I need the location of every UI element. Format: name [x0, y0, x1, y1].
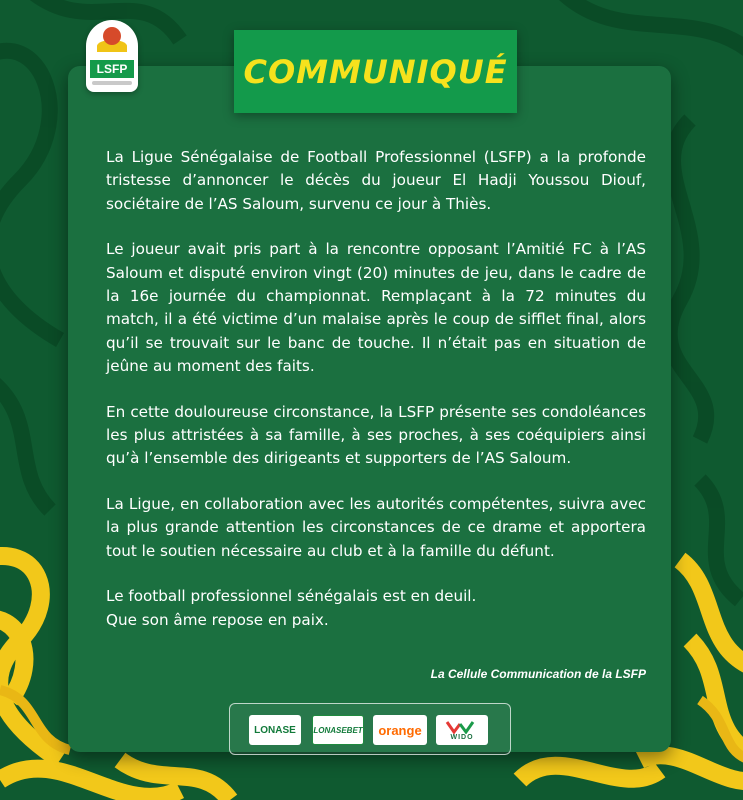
- sponsor-orange-logo: orange: [373, 715, 427, 745]
- sponsor-bar: [229, 703, 511, 755]
- paragraph: En cette douloureuse circonstance, la LSFP présente ses condoléances les plus attristées à sa famille, à ses proches, à ses coéquipiers ainsi qu’à l’ensemble des dirigeants et supporters de l’AS Saloum.: [106, 402, 646, 468]
- logo-subtitle-bar: [92, 81, 132, 85]
- sponsor-wido-logo: [436, 715, 488, 745]
- communique-body: [106, 146, 646, 632]
- title-badge: [234, 30, 517, 113]
- sponsor-lonase-logo: LONASE: [249, 715, 301, 745]
- paragraph: La Ligue Sénégalaise de Football Professionnel (LSFP) a la profonde tristesse d’annoncer le décès du joueur El Hadji Youssou Diouf, sociétaire de l’AS Saloum, survenu ce jour à Thiès.: [106, 148, 646, 213]
- signature: La Cellule Communication de la LSFP: [430, 667, 646, 681]
- sponsor-lonasebet-logo: LONASEBET: [312, 715, 364, 745]
- lsfp-logo: [86, 20, 138, 92]
- closing-paragraph: [106, 585, 646, 632]
- paragraph: La Ligue, en collaboration avec les autorités compétentes, suivra avec la plus grande attention les circonstances de ce drame et apportera tout le soutien nécessaire au club et à la famille du défunt.: [106, 494, 646, 560]
- wido-mark-icon: [445, 720, 479, 734]
- logo-text: LSFP: [90, 60, 134, 78]
- logo-ball-icon: [103, 27, 121, 45]
- closing-line: Que son âme repose en paix.: [106, 610, 329, 629]
- closing-line: Le football professionnel sénégalais est en deuil.: [106, 587, 477, 606]
- sponsor-wido-label: WIDO: [450, 733, 474, 741]
- paragraph: Le joueur avait pris part à la rencontre opposant l’Amitié FC à l’AS Saloum et disputé environ vingt (20) minutes de jeu, dans le cadre de la 16e journée du championnat. Remplaçant à la 72 minutes du match, il a été victime d’un malaise après le coup de sifflet final, alors qu’il se trouvait sur le banc de touche. Il n’était pas en situation de jeûne au moment des faits.: [106, 240, 646, 376]
- page-title: COMMUNIQUÉ: [243, 52, 508, 91]
